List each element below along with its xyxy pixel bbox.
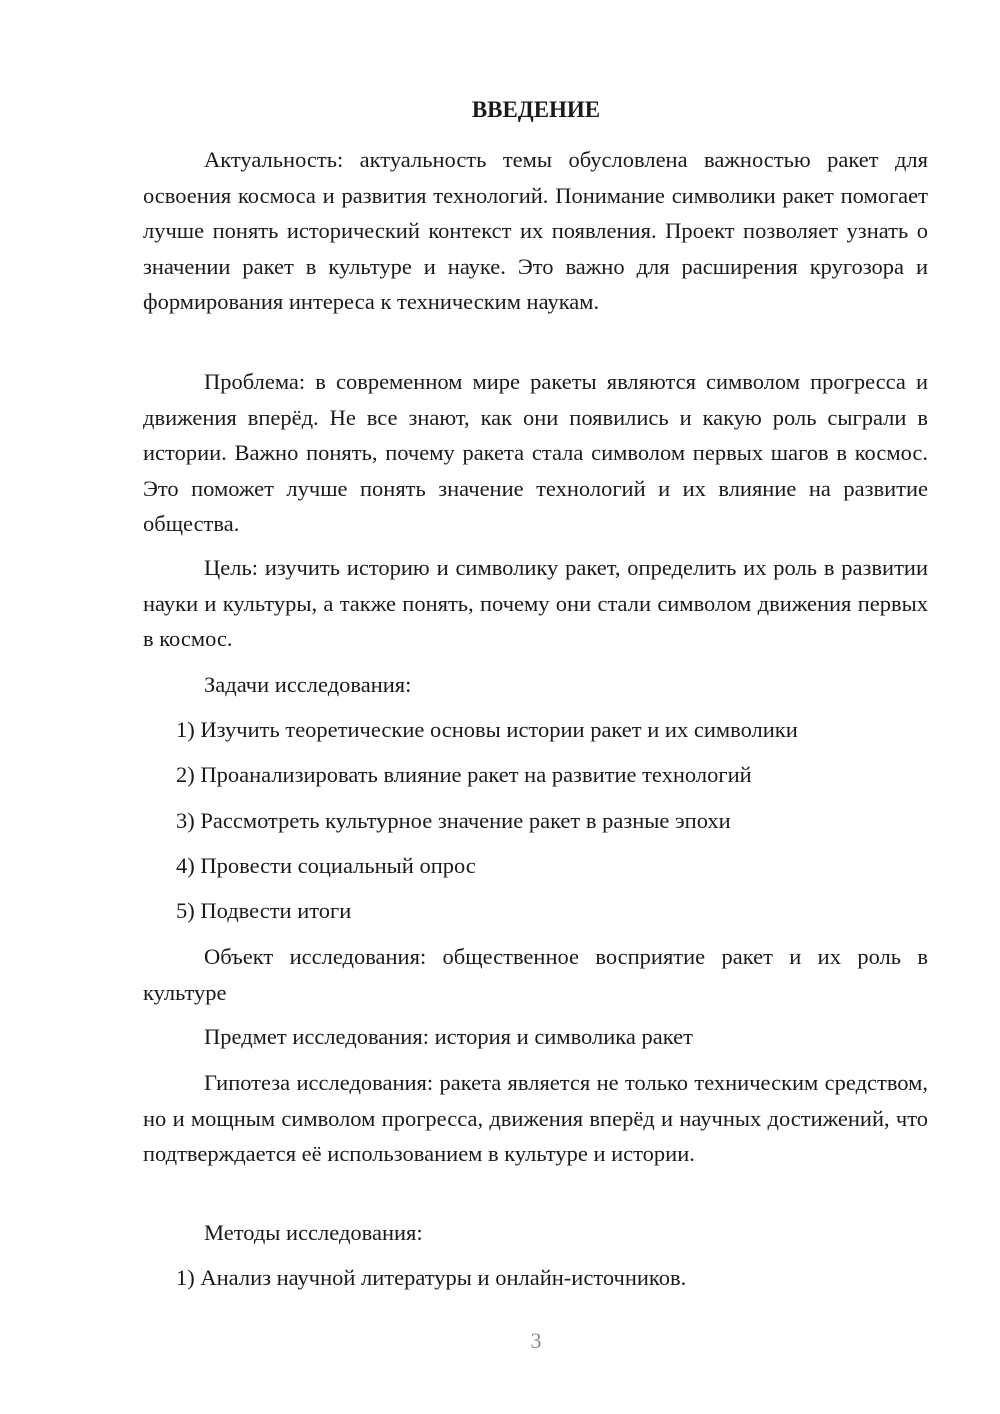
paragraph-relevance: Актуальность: актуальность темы обусловлена важностью ракет для освоения космоса и развития технологий. Понимание символики ракет помогает лучше понять исторический контекст их появления. Проект позволяет узнать о значении ракет в культуре и науке. Это важно для расширения кругозора и формирования интереса к техническим наукам. (143, 147, 928, 314)
task-item: 5) Подвести итоги (176, 898, 352, 923)
paragraph-hypothesis: Гипотеза исследования: ракета является не только техническим средством, но и мощным символом прогресса, движения вперёд и научных достижений, что подтверждается её использованием в культуре и истории. (143, 1070, 928, 1166)
tasks-heading: Задачи исследования: (204, 672, 412, 697)
paragraph-object: Объект исследования: общественное восприятие ракет и их роль в культуре (143, 944, 928, 1005)
page-title: ВВЕДЕНИЕ (471, 97, 601, 122)
task-item: 4) Провести социальный опрос (176, 853, 476, 878)
task-item: 1) Изучить теоретические основы истории ракет и их символики (176, 717, 798, 742)
task-item: 2) Проанализировать влияние ракет на развитие технологий (176, 762, 752, 787)
methods-heading: Методы исследования: (204, 1220, 423, 1245)
method-item: 1) Анализ научной литературы и онлайн-источников. (176, 1265, 687, 1290)
paragraph-goal: Цель: изучить историю и символику ракет, определить их роль в развитии науки и культуры, а также понять, почему они стали символом движения первых в космос. (143, 555, 928, 651)
task-item: 3) Рассмотреть культурное значение ракет в разные эпохи (176, 808, 731, 833)
page-number: 3 (530, 1328, 542, 1353)
paragraph-subject: Предмет исследования: история и символика ракет (204, 1024, 693, 1049)
paragraph-problem: Проблема: в современном мире ракеты являются символом прогресса и движения вперёд. Не все знают, как они появились и какую роль сыграли в истории. Важно понять, почему ракета стала символом первых шагов в космос. Это поможет лучше понять значение технологий и их влияние на развитие общества. (143, 369, 928, 536)
